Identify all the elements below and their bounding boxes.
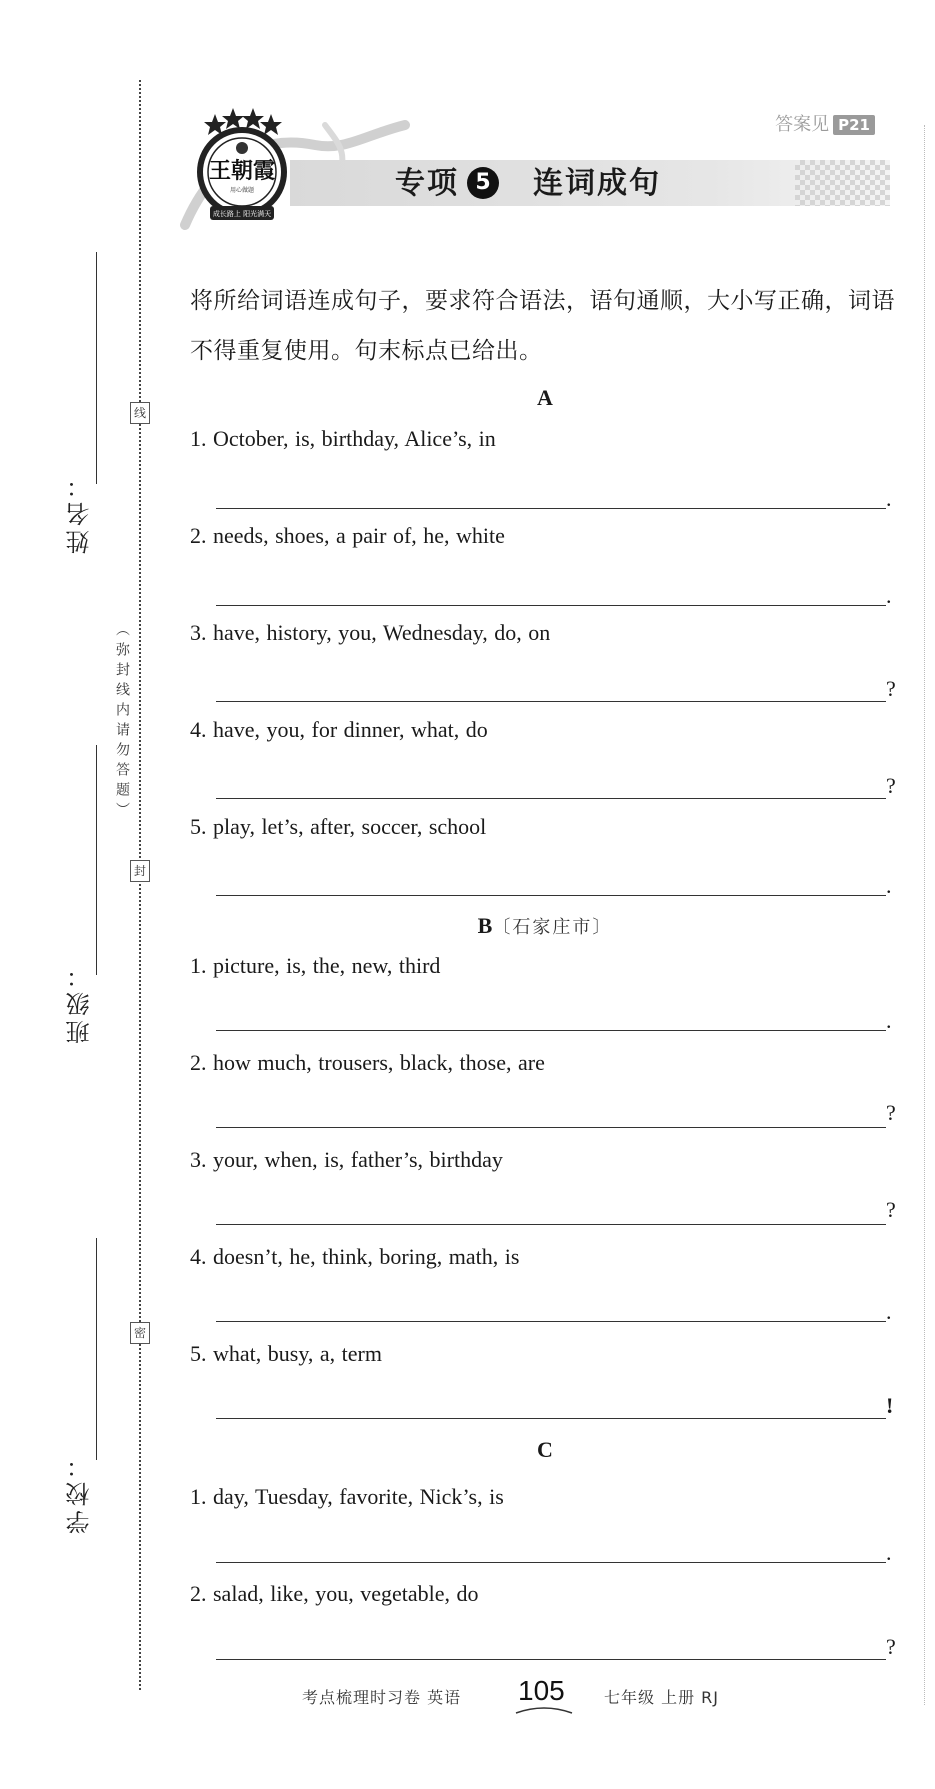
answer-line-b1[interactable] (216, 1030, 886, 1031)
binding-dotted-line (139, 80, 141, 1690)
end-punct-b2: ? (886, 1100, 896, 1125)
end-punct-b1: . (886, 1008, 892, 1033)
end-punct-a1: . (886, 486, 892, 511)
answer-line-b3[interactable] (216, 1224, 886, 1225)
page-number: 105 (518, 1675, 565, 1706)
page-edge-dotted-line (924, 125, 925, 1705)
answer-reference (775, 110, 875, 136)
end-punct-b4: . (886, 1299, 892, 1324)
brand-logo (190, 108, 294, 226)
question-c2: 2. salad, like, you, vegetable, do (190, 1581, 479, 1606)
answer-line-a1[interactable] (216, 508, 886, 509)
answer-line-a3[interactable] (216, 701, 886, 702)
section-b-title: B (477, 913, 493, 938)
answer-line-a4[interactable] (216, 798, 886, 799)
question-a2: 2. needs, shoes, a pair of, he, white (190, 523, 505, 548)
school-field-label: 学校： (66, 1450, 94, 1534)
answer-ref-page-badge: P21 (833, 115, 875, 135)
section-b-region: 〔石家庄市〕 (492, 917, 613, 938)
footer-grade-info: 七年级 上册 RJ (604, 1688, 720, 1707)
question-a1: 1. October, is, birthday, Alice’s, in (190, 426, 496, 451)
question-c1: 1. day, Tuesday, favorite, Nick’s, is (190, 1484, 504, 1509)
page-footer (0, 1675, 935, 1715)
section-label: 专项 (395, 166, 459, 201)
no-answer-zone-note: （弥封线内请勿答题） (114, 622, 130, 822)
section-heading (395, 162, 661, 206)
answer-line-b5[interactable] (216, 1418, 886, 1419)
instructions-text: 将所给词语连成句子，要求符合语法，语句通顺，大小写正确，词语不得重复使用。句末标点已给出。 (190, 288, 895, 364)
svg-text:用心做题: 用心做题 (229, 187, 255, 194)
question-a3: 3. have, history, you, Wednesday, do, on (190, 620, 551, 645)
question-b4: 4. doesn’t, he, think, boring, math, is (190, 1244, 520, 1269)
question-a4: 4. have, you, for dinner, what, do (190, 717, 488, 742)
section-number-badge: 5 (467, 167, 499, 199)
end-punct-a4: ? (886, 773, 896, 798)
answer-line-a2[interactable] (216, 605, 886, 606)
question-b1: 1. picture, is, the, new, third (190, 953, 441, 978)
svg-text:成长路上 阳光满天: 成长路上 阳光满天 (212, 210, 272, 218)
page-number-underline-icon (514, 1705, 574, 1715)
end-punct-a2: . (886, 583, 892, 608)
seal-char-seal: 封 (130, 860, 150, 882)
end-punct-c1: . (886, 1540, 892, 1565)
end-punct-c2: ? (886, 1634, 896, 1659)
answer-line-a5[interactable] (216, 895, 886, 896)
class-field-line[interactable] (96, 745, 97, 975)
answer-ref-label: 答案见 (775, 114, 830, 135)
question-b5: 5. what, busy, a, term (190, 1341, 382, 1366)
question-b2: 2. how much, trousers, black, those, are (190, 1050, 545, 1075)
end-punct-b3: ? (886, 1197, 896, 1222)
section-c-title: C (537, 1437, 553, 1462)
answer-line-c2[interactable] (216, 1659, 886, 1660)
answer-line-c1[interactable] (216, 1562, 886, 1563)
class-field-label: 班级： (66, 960, 94, 1044)
seal-char-secret: 密 (130, 1322, 150, 1344)
section-c-heading (190, 1437, 900, 1463)
answer-line-b4[interactable] (216, 1321, 886, 1322)
footer-book-title: 考点梳理时习卷 英语 (302, 1688, 462, 1707)
end-punct-a3: ? (886, 676, 896, 701)
section-b-heading (190, 913, 900, 939)
question-b3: 3. your, when, is, father’s, birthday (190, 1147, 503, 1172)
answer-line-b2[interactable] (216, 1127, 886, 1128)
logo-name: 王朝霞 (208, 158, 276, 184)
section-a-heading (190, 385, 900, 411)
section-a-title: A (537, 385, 553, 410)
section-title: 连词成句 (533, 166, 661, 201)
end-punct-b5: ! (886, 1393, 894, 1418)
end-punct-a5: . (886, 873, 892, 898)
banner-checker-pattern (795, 160, 890, 206)
name-field-line[interactable] (96, 252, 97, 484)
school-field-line[interactable] (96, 1238, 97, 1460)
question-a5: 5. play, let’s, after, soccer, school (190, 814, 487, 839)
seal-char-line: 线 (130, 402, 150, 424)
name-field-label: 姓名： (66, 470, 94, 554)
